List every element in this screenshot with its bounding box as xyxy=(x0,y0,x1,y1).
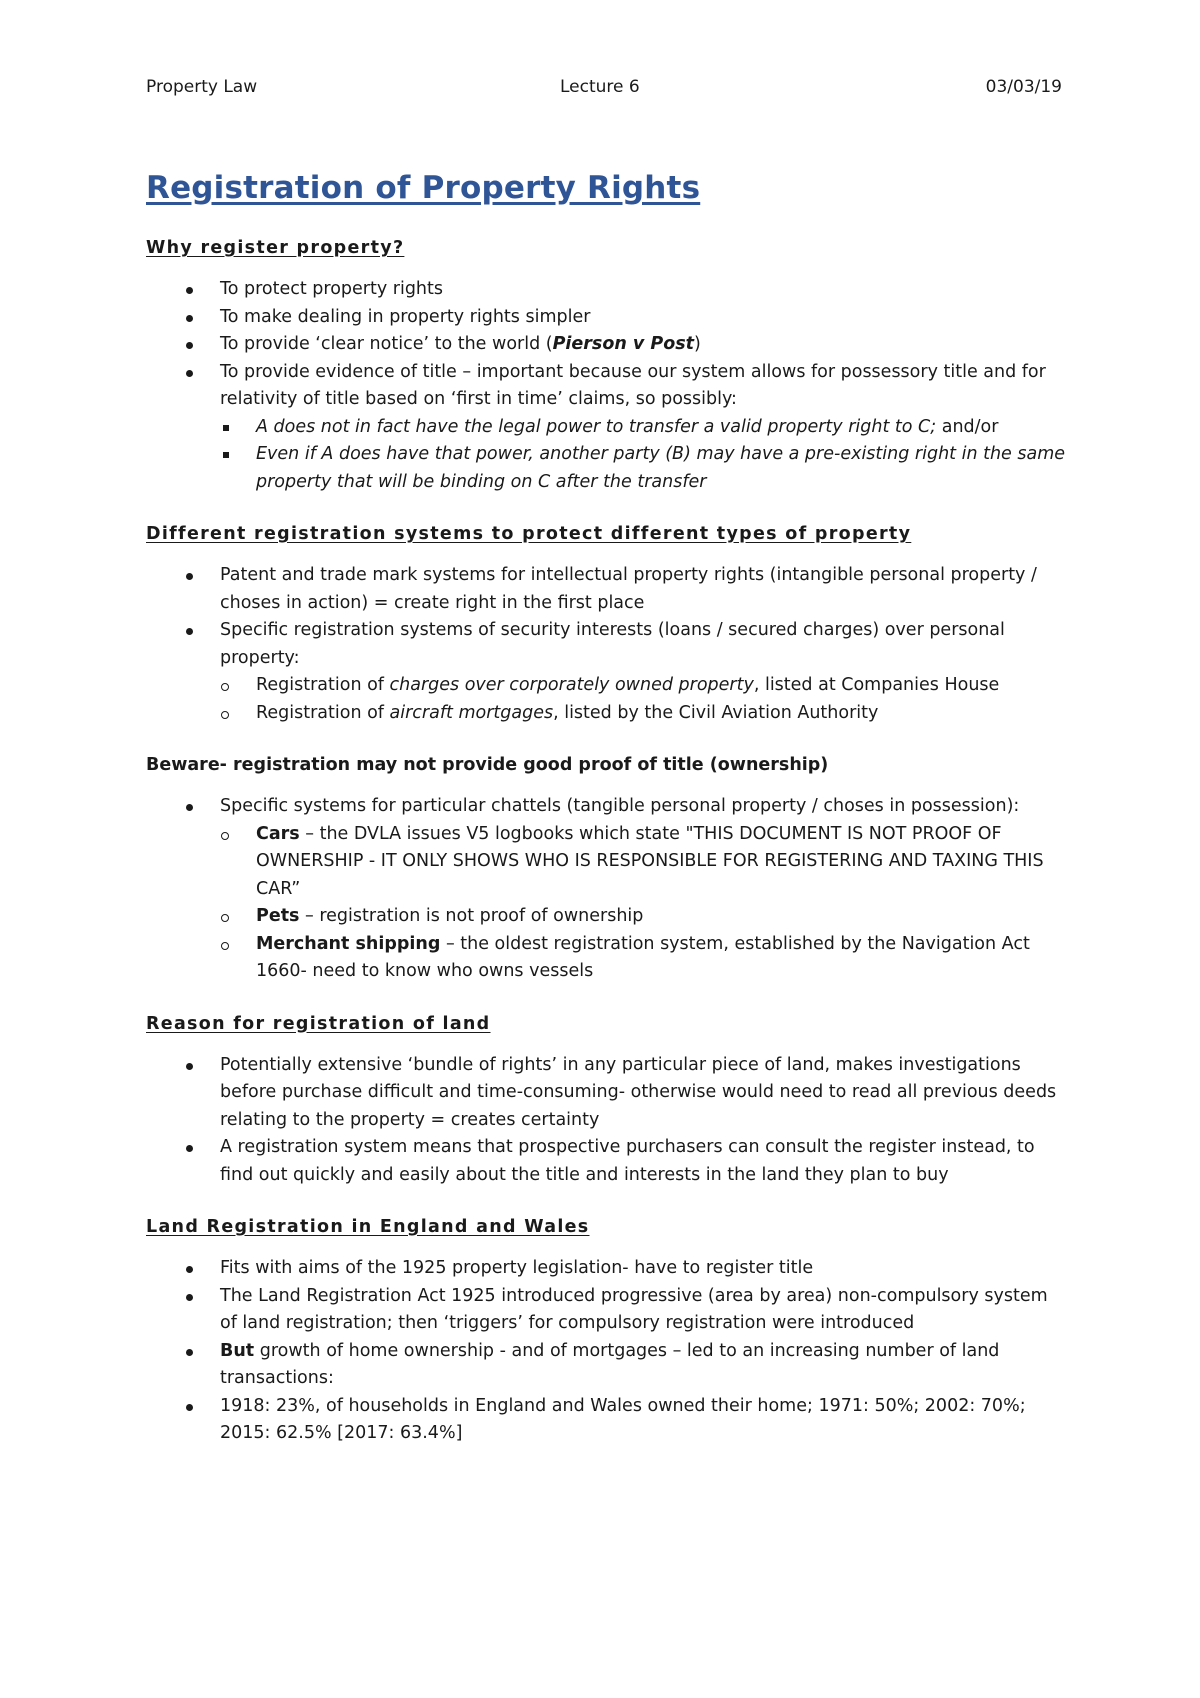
list-item-text: Specific systems for particular chattels (tangible personal property / choses in possession): xyxy=(220,796,1020,816)
header-course: Property Law xyxy=(146,77,258,97)
list-item xyxy=(146,276,1066,304)
list-item-text: A registration system means that prospective purchasers can consult the register instead, to find out quickly and easily about the title and interests in the land they plan to buy xyxy=(220,1137,1035,1185)
sub-item-label: Cars xyxy=(256,823,300,844)
list-item-text: To make dealing in property rights simpler xyxy=(220,306,591,327)
sub-item-text: Registration of xyxy=(256,702,390,723)
section-heading: Reason for registration of land xyxy=(146,1013,491,1034)
list-item xyxy=(146,617,1066,727)
sub-list-item xyxy=(220,441,1066,496)
sub-list-item xyxy=(220,821,1066,904)
bullet-list xyxy=(146,276,1066,496)
sub-list xyxy=(220,414,1066,497)
sub-item-text: Even if A does have that power, another party (B) may have a pre-existing right in the same property that will be binding on C after the transfer xyxy=(256,444,1066,492)
list-item xyxy=(146,1338,1066,1393)
list-item-text: To provide evidence of title – important because our system allows for possessory title and for relativity of title based on ‘first in time’ claims, so possibly: xyxy=(220,361,1046,409)
header-lecture: Lecture 6 xyxy=(560,77,640,97)
sub-item-text: – the oldest registration system, established by the Navigation Act 1660- need to know who owns vessels xyxy=(256,933,1030,981)
sub-item-label: Pets xyxy=(256,906,300,926)
section-registration-systems xyxy=(146,520,1066,727)
sub-item-emphasis: charges over corporately owned property xyxy=(389,675,754,695)
list-item xyxy=(146,1255,1066,1283)
sub-item-text: A does not in fact have the legal power to transfer a valid property right to C; xyxy=(256,416,937,437)
sub-item-text: Registration of xyxy=(256,675,390,695)
list-item xyxy=(146,1052,1066,1135)
sub-item-text: and/or xyxy=(936,416,999,437)
sub-list-item xyxy=(220,700,1066,728)
section-land-registration xyxy=(146,1213,1066,1448)
section-beware xyxy=(146,751,1066,986)
section-heading: Why register property? xyxy=(146,238,405,258)
header-date: 03/03/19 xyxy=(985,77,1062,97)
list-item-text: Fits with aims of the 1925 property legislation- have to register title xyxy=(220,1258,814,1278)
section-why-register xyxy=(146,234,1066,496)
sub-item-label: Merchant shipping xyxy=(256,933,441,954)
list-item xyxy=(146,1393,1066,1448)
list-item xyxy=(146,562,1066,617)
sub-item-text: , listed at Companies House xyxy=(753,675,1000,695)
page-title: Registration of Property Rights xyxy=(146,170,701,206)
list-item xyxy=(146,331,1066,359)
list-item-text: ) xyxy=(694,334,701,354)
sub-list-item xyxy=(220,672,1066,700)
section-land-reason xyxy=(146,1010,1066,1190)
sub-item-emphasis: aircraft mortgages xyxy=(389,702,554,723)
sub-list xyxy=(220,821,1066,986)
sub-list-item xyxy=(220,414,1066,442)
list-item xyxy=(146,304,1066,332)
list-item-text: Specific registration systems of security interests (loans / secured charges) over personal property: xyxy=(220,620,1005,668)
sub-list-item xyxy=(220,931,1066,986)
sub-list xyxy=(220,672,1066,727)
list-item-emphasis: But xyxy=(220,1340,255,1361)
bullet-list xyxy=(146,562,1066,727)
sub-list-item xyxy=(220,903,1066,931)
bullet-list xyxy=(146,1255,1066,1448)
sub-item-text: – registration is not proof of ownership xyxy=(299,906,644,926)
list-item-text: The Land Registration Act 1925 introduced progressive (area by area) non-compulsory system of land registration; then ‘triggers’ for compulsory registration were introduced xyxy=(220,1285,1048,1333)
list-item-text: To provide ‘clear notice’ to the world ( xyxy=(220,334,553,354)
sub-item-text: – the DVLA issues V5 logbooks which state "THIS DOCUMENT IS NOT PROOF OF OWNERSHIP - IT ONLY SHOWS WHO IS RESPONSIBLE FOR REGISTERING AND TAXING THIS CAR” xyxy=(256,823,1044,899)
list-item xyxy=(146,359,1066,497)
document-body xyxy=(146,166,1066,1448)
section-heading: Land Registration in England and Wales xyxy=(146,1217,590,1237)
list-item-text: Potentially extensive ‘bundle of rights’ in any particular piece of land, makes investigations before purchase difficult and time-consuming- otherwise would need to read all previous deeds relating to the property = creates certainty xyxy=(220,1054,1057,1130)
section-heading: Beware- registration may not provide good proof of title (ownership) xyxy=(146,755,829,775)
list-item-text: Patent and trade mark systems for intellectual property rights (intangible personal property / choses in action) = create right in the first place xyxy=(220,565,1037,613)
case-name: Pierson v Post xyxy=(552,334,695,354)
sub-item-text: , listed by the Civil Aviation Authority xyxy=(553,702,879,723)
list-item xyxy=(146,1283,1066,1338)
list-item xyxy=(146,793,1066,986)
bullet-list xyxy=(146,1052,1066,1190)
list-item-text: To protect property rights xyxy=(220,279,443,299)
list-item-text: growth of home ownership - and of mortgages – led to an increasing number of land transactions: xyxy=(220,1340,1000,1388)
bullet-list xyxy=(146,793,1066,986)
list-item-text: 1918: 23%, of households in England and Wales owned their home; 1971: 50%; 2002: 70%; 2015: 62.5% [2017: 63.4%] xyxy=(220,1395,1026,1443)
section-heading: Different registration systems to protect different types of property xyxy=(146,524,912,544)
list-item xyxy=(146,1134,1066,1189)
